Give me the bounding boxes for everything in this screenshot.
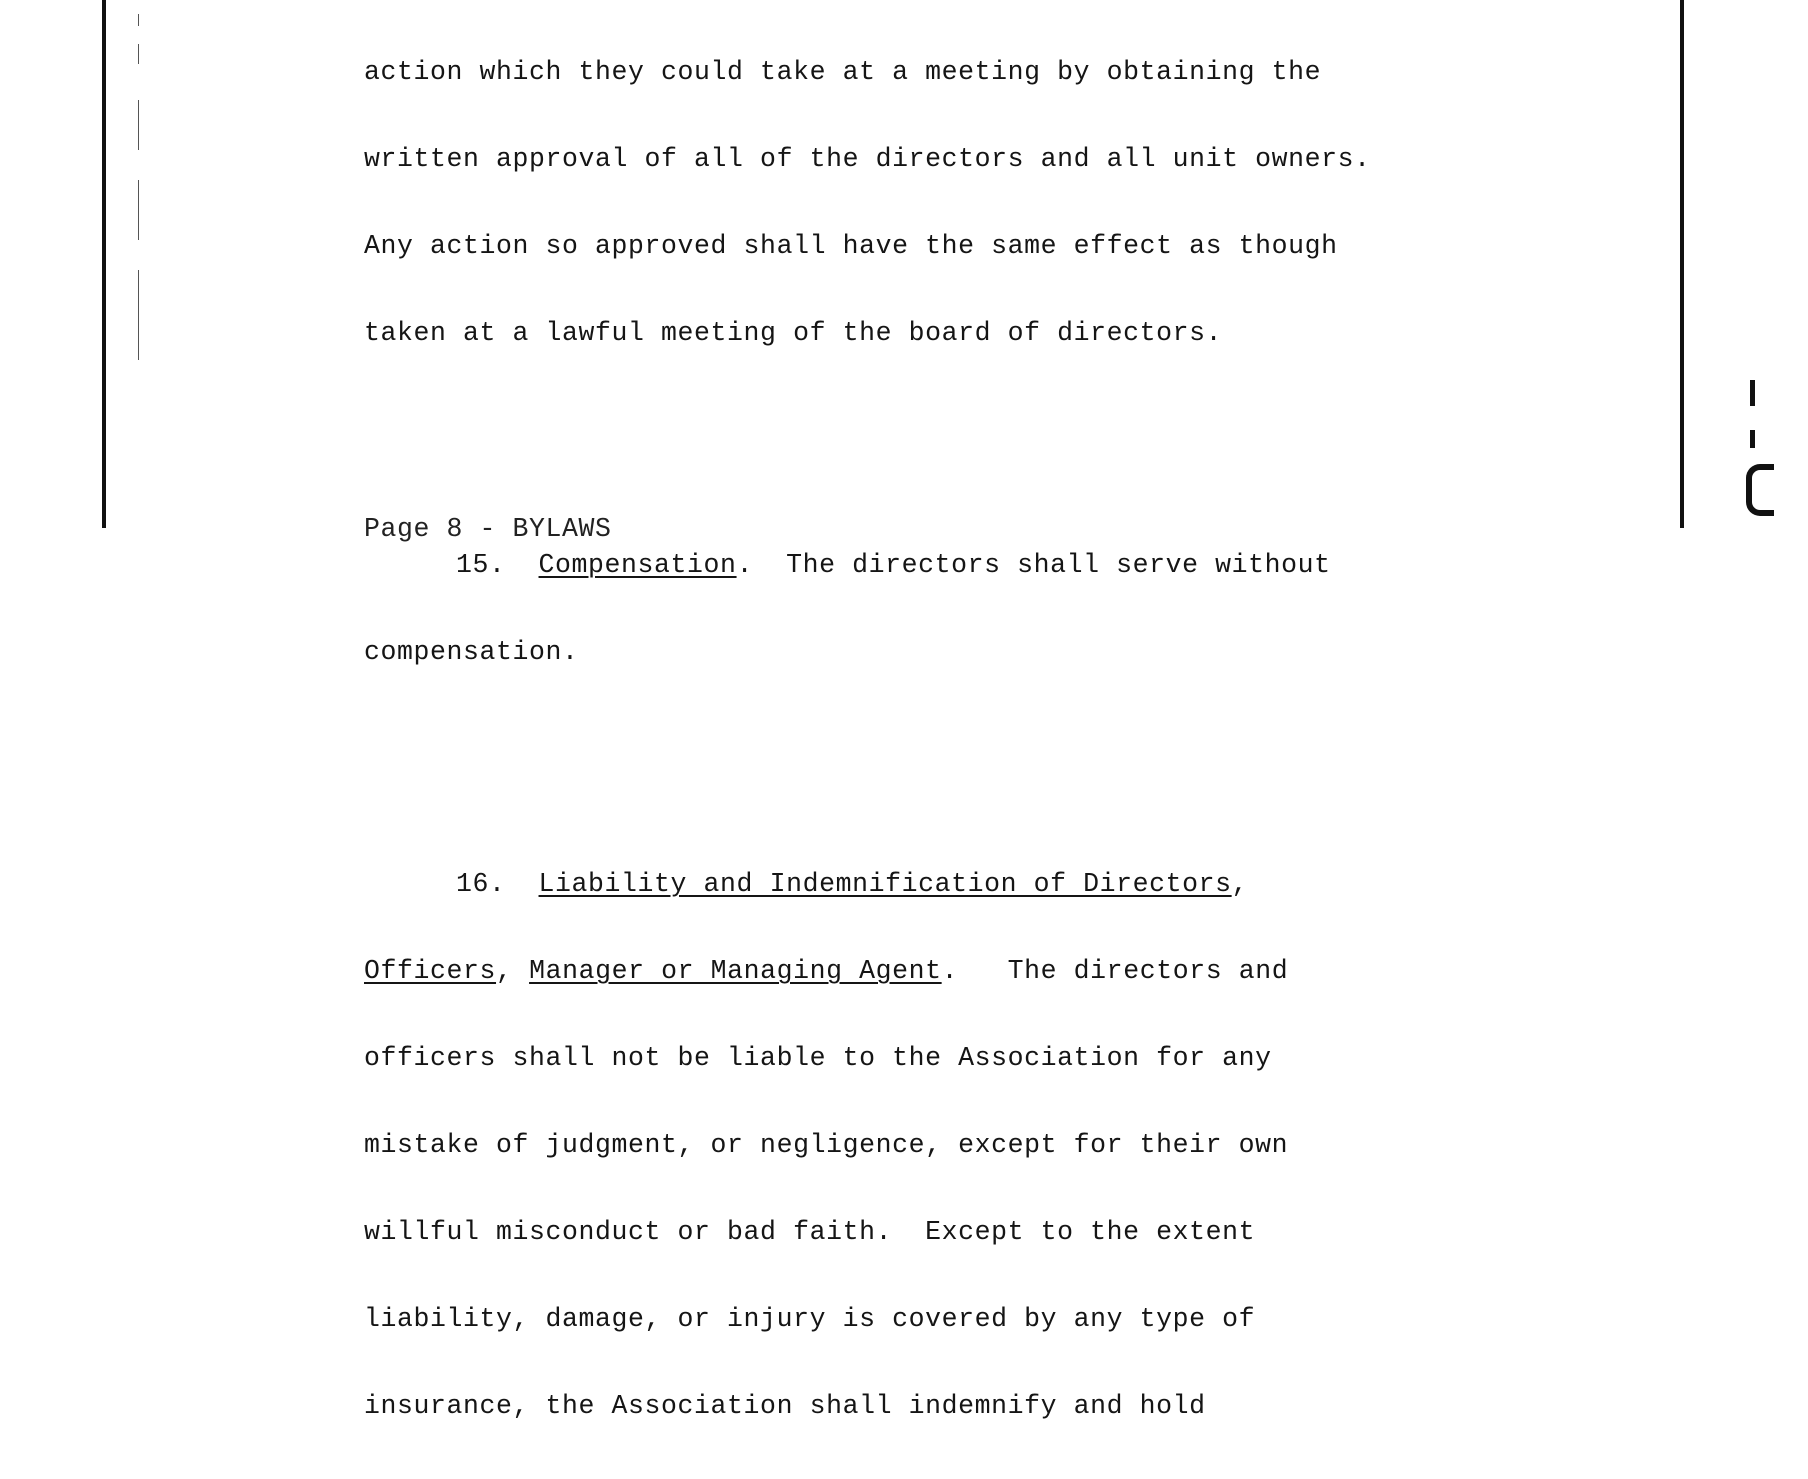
body-line: liability, damage, or injury is covered by any type of xyxy=(364,1304,1256,1334)
page-left-border xyxy=(102,0,106,528)
scan-edge-mark xyxy=(1750,380,1755,406)
body-line: Any action so approved shall have the same effect as though xyxy=(364,231,1338,261)
section-heading: Liability and Indemnification of Directors xyxy=(538,869,1232,899)
body-line: willful misconduct or bad faith. Except to the extent xyxy=(364,1217,1256,1247)
page-footer: Page 8 - BYLAWS xyxy=(364,514,612,544)
body-line: action which they could take at a meeting by obtaining the xyxy=(364,57,1322,87)
body-text: The directors shall serve without xyxy=(786,550,1331,580)
heading-punctuation: . xyxy=(941,956,959,986)
section-15-heading-line xyxy=(364,551,1664,580)
scan-artifact xyxy=(138,270,139,360)
page-right-border xyxy=(1680,0,1684,528)
section-heading: Officers xyxy=(364,956,497,986)
body-line: taken at a lawful meeting of the board of directors. xyxy=(364,318,1223,348)
body-line: mistake of judgment, or negligence, except for their own xyxy=(364,1130,1289,1160)
scan-edge-mark xyxy=(1750,430,1755,448)
body-text: The directors and xyxy=(1007,956,1289,986)
heading-punctuation: , xyxy=(1231,869,1249,899)
section-number: 16. xyxy=(456,869,506,899)
section-heading: Compensation xyxy=(538,550,737,580)
body-line: written approval of all of the directors and all unit owners. xyxy=(364,144,1371,174)
document-body xyxy=(364,0,1664,1479)
scan-artifact xyxy=(138,180,139,240)
body-line: officers shall not be liable to the Association for any xyxy=(364,1043,1272,1073)
scan-artifact xyxy=(138,100,139,150)
body-line: insurance, the Association shall indemnify and hold xyxy=(364,1391,1206,1421)
scan-artifact xyxy=(138,44,139,64)
section-16-heading-line xyxy=(364,870,1664,899)
scan-artifact xyxy=(138,14,139,26)
section-16-heading-line-2 xyxy=(364,957,1664,986)
scan-edge-mark xyxy=(1746,464,1774,516)
section-number: 15. xyxy=(456,550,506,580)
heading-punctuation: , xyxy=(496,956,513,986)
body-line: compensation. xyxy=(364,637,579,667)
section-heading: Manager or Managing Agent xyxy=(529,956,942,986)
heading-punctuation: . xyxy=(736,550,754,580)
